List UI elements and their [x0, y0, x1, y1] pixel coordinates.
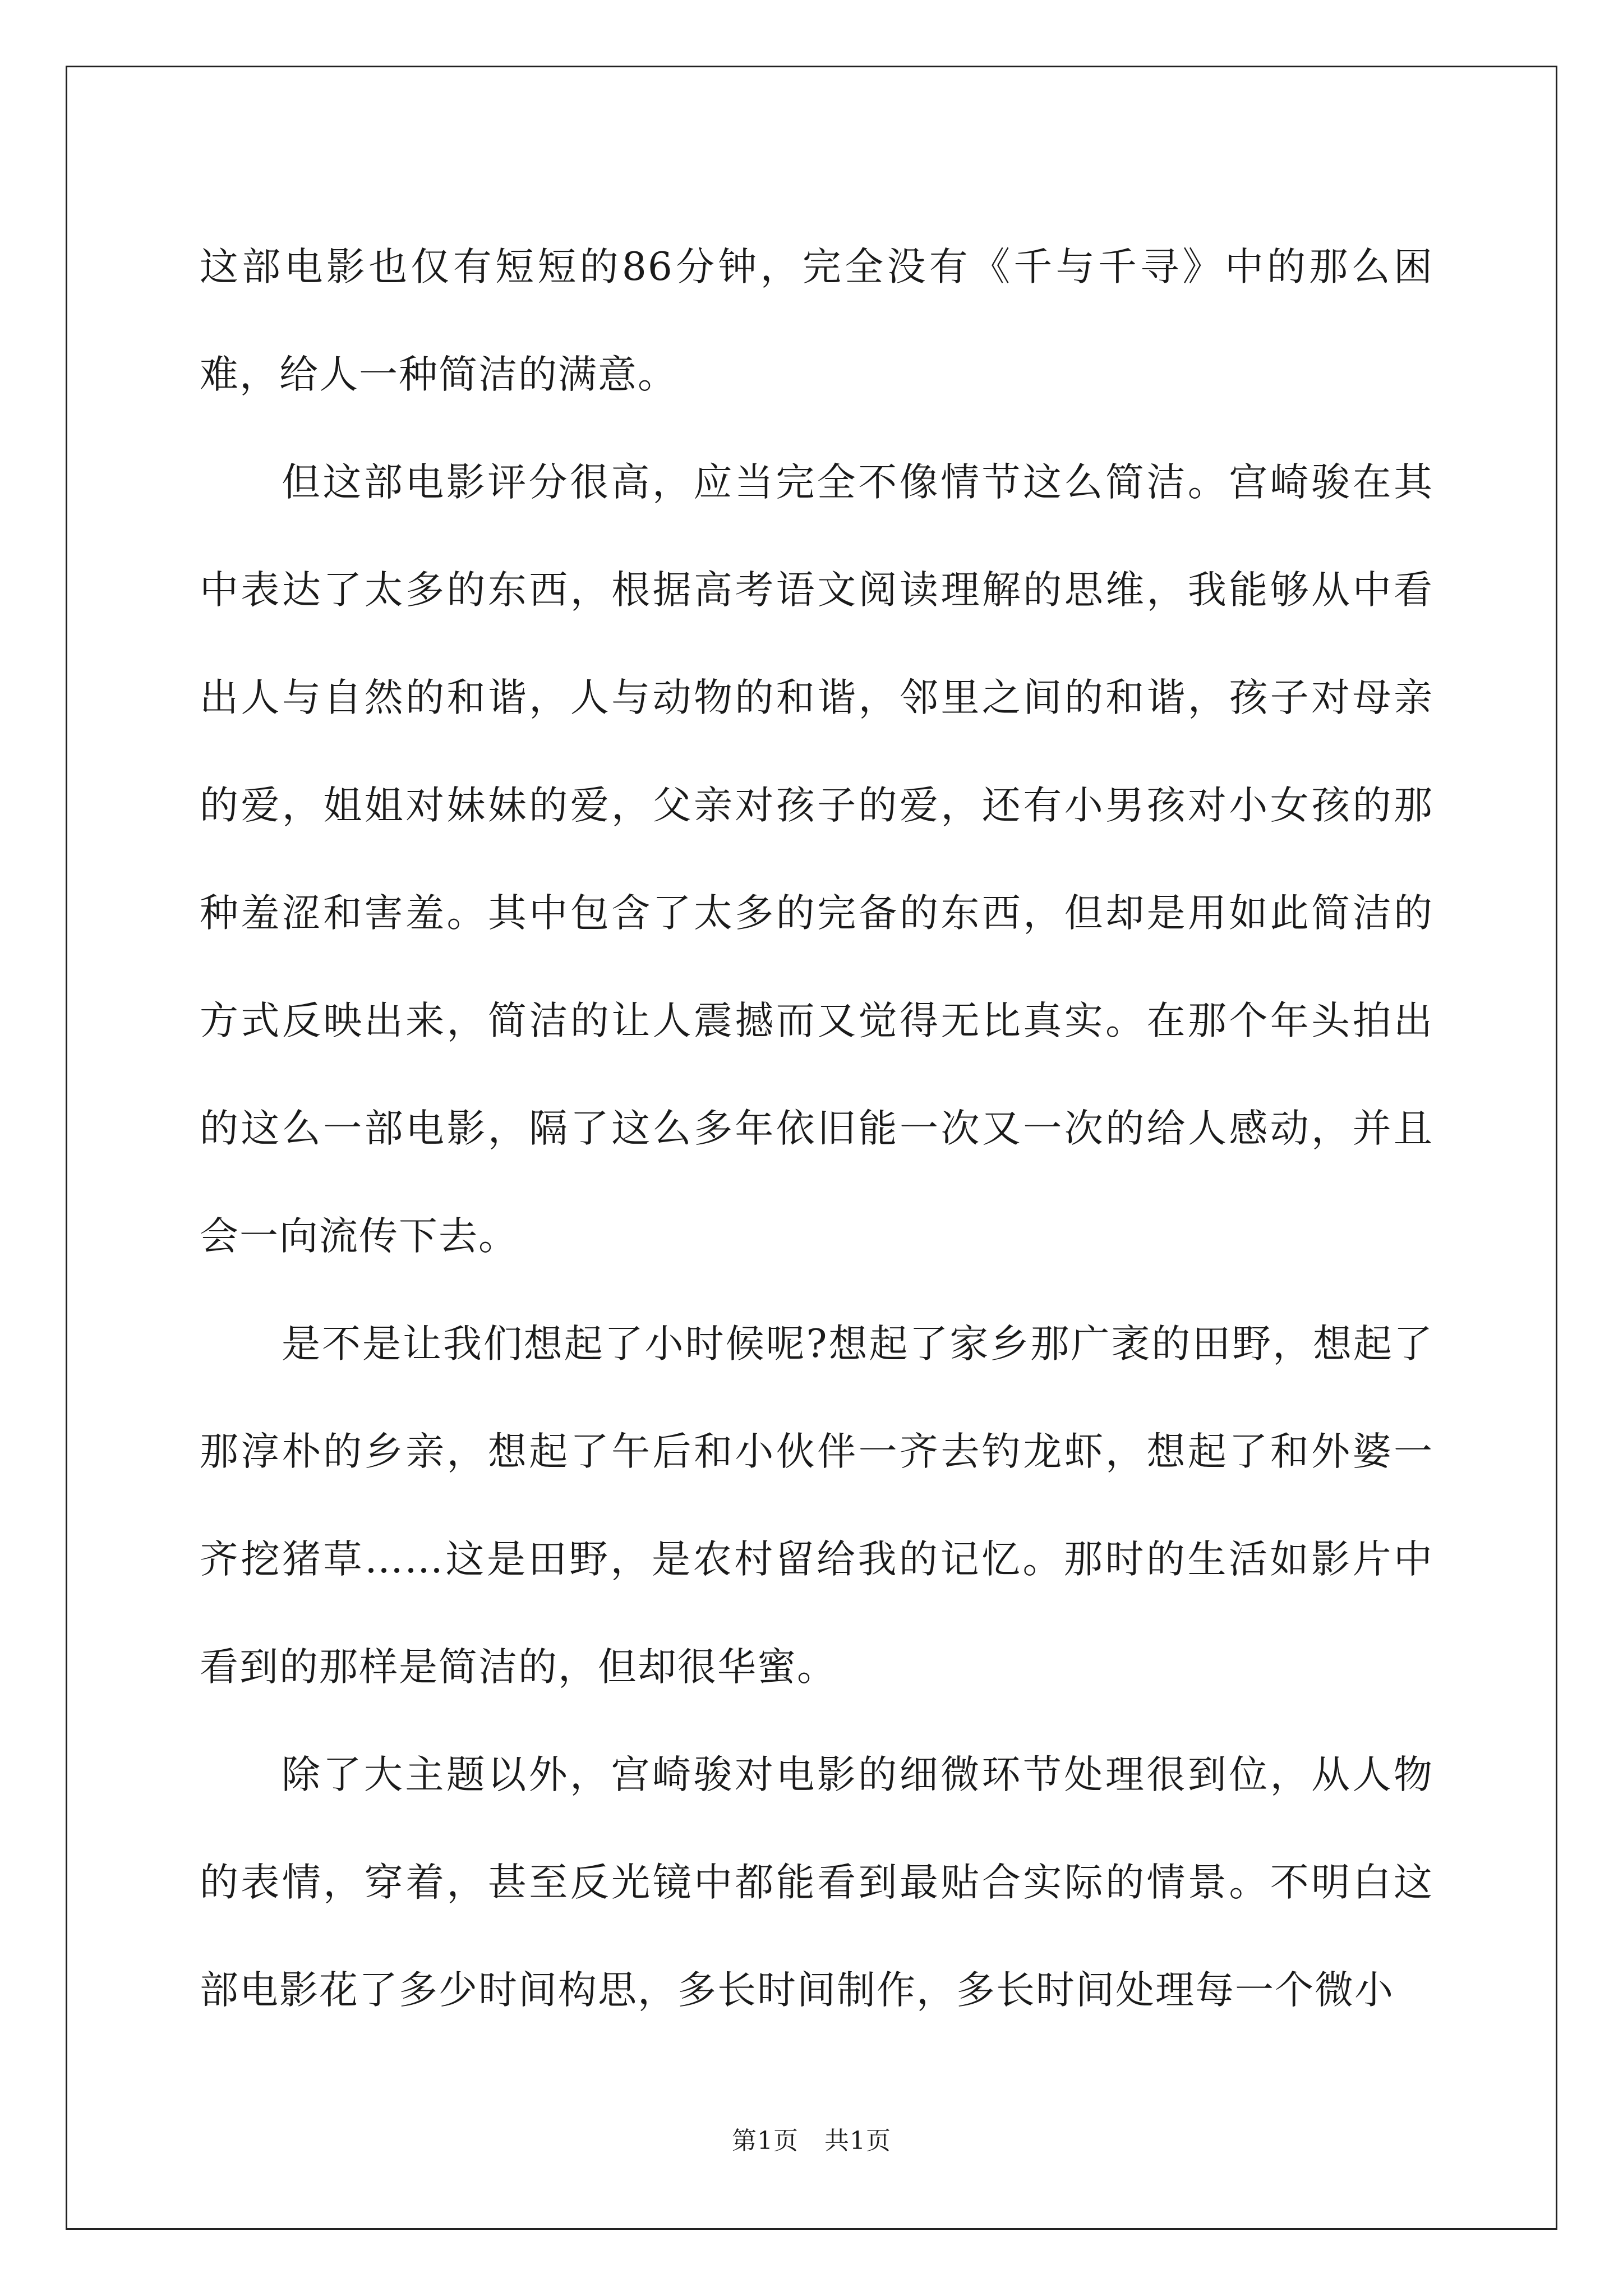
paragraph-continuation: 这部电影也仅有短短的86分钟，完全没有《千与千寻》中的那么困难，给人一种简洁的满意。	[200, 245, 1433, 397]
paragraph-details: 除了大主题以外，宫崎骏对电影的细微环节处理很到位，从人物的表情，穿着，甚至反光镜中都能看到最贴合实际的情景。不明白这部电影花了多少时间构思，多长时间制作，多长时间处理每一个微小	[200, 1752, 1433, 2013]
page-number-current: 第1页	[732, 2127, 799, 2155]
document-body	[200, 213, 1433, 2044]
page-footer	[0, 2120, 1623, 2156]
paragraph-rating: 但这部电影评分很高，应当完全不像情节这么简洁。宫崎骏在其中表达了太多的东西，根据高考语文阅读理解的思维，我能够从中看出人与自然的和谐，人与动物的和谐，邻里之间的和谐，孩子对母亲的爱，姐姐对妹妹的爱，父亲对孩子的爱，还有小男孩对小女孩的那种羞涩和害羞。其中包含了太多的完备的东西，但却是用如此简洁的方式反映出来，简洁的让人震撼而又觉得无比真实。在那个年头拍出的这么一部电影，隔了这么多年依旧能一次又一次的给人感动，并且会一向流传下去。	[200, 460, 1433, 1259]
paragraph-childhood: 是不是让我们想起了小时候呢?想起了家乡那广袤的田野，想起了那淳朴的乡亲，想起了午后和小伙伴一齐去钓龙虾，想起了和外婆一齐挖猪草……这是田野，是农村留给我的记忆。那时的生活如影片中看到的那样是简洁的，但却很华蜜。	[200, 1322, 1433, 1690]
page-number-total: 共1页	[824, 2127, 891, 2155]
